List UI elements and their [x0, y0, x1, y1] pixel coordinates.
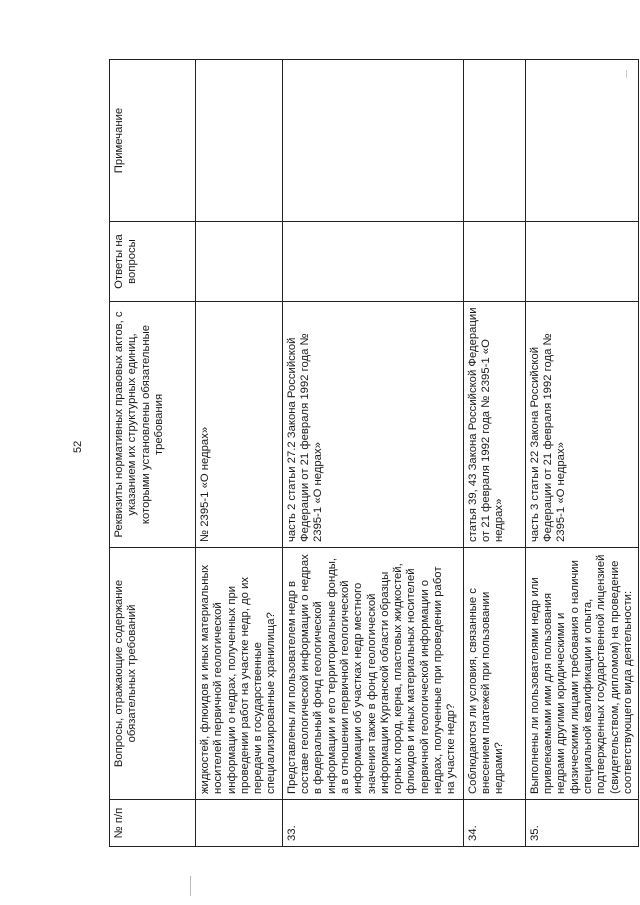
- header-reference: Реквизиты нормативных правовых актов, с указанием их структурных единиц, которыми установлены обязательные требования: [110, 302, 196, 548]
- scan-artifact-line: [190, 876, 191, 896]
- row-num: 34.: [463, 800, 525, 847]
- rotated-table-wrapper: [109, 60, 634, 847]
- row-question: Выполнены ли пользователями недр или привлекаемыми ими для пользования недрами другими юридическими и физическими лицами требования о наличии специальной квалификации и опыта, подтвержденных государственной лицензией (свидетельством, дипломом) на проведение соответствующего вида деятельности:: [525, 548, 638, 800]
- row-num: 33.: [282, 800, 463, 847]
- table-row: [463, 60, 525, 847]
- scan-artifact-dot: [626, 70, 627, 78]
- row-answer: [282, 222, 463, 302]
- table-row: [282, 60, 463, 847]
- row-note: [196, 60, 283, 222]
- header-answer: Ответы на вопросы: [110, 222, 196, 302]
- row-note: [463, 60, 525, 222]
- row-note: [282, 60, 463, 222]
- page-number: 52: [72, 440, 84, 453]
- row-question: жидкостей, флюидов и иных материальных носителей первичной геологической информации о недрах, полученных при проведении работ на участке недр, до их передачи в государственные специализированные хранилища?: [196, 548, 283, 800]
- table-row: [525, 60, 638, 847]
- row-answer: [196, 222, 283, 302]
- row-reference: № 2395-1 «О недрах»: [196, 302, 283, 548]
- row-reference: статья 39, 43 Закона Российской Федерации от 21 февраля 1992 года № 2395-1 «О недрах»: [463, 302, 525, 548]
- requirements-table: [109, 59, 639, 847]
- header-note: Примечание: [110, 60, 196, 222]
- header-question: Вопросы, отражающие содержание обязательных требований: [110, 548, 196, 800]
- row-reference: часть 2 статьи 27.2 Закона Российской Федерации от 21 февраля 1992 года № 2395-1 «О недрах»: [282, 302, 463, 548]
- table-row: [196, 60, 283, 847]
- row-answer: [525, 222, 638, 302]
- row-num: 35.: [525, 800, 638, 847]
- row-note: [525, 60, 638, 222]
- header-num: № п/п: [110, 800, 196, 847]
- row-question: Соблюдаются ли условия, связанные с внесением платежей при пользовании недрами?: [463, 548, 525, 800]
- row-num: [196, 800, 283, 847]
- row-answer: [463, 222, 525, 302]
- row-question: Представлены ли пользователем недр в составе геологической информации о недрах в федеральный фонд геологической информации и его территориальные фонды, а в отношении первичной геологической информации об участках недр местного значения также в фонд геологической информации Курганской области образцы горных пород, керна, пластовых жидкостей, флюидов и иных материальных носителей первичной геологической информации о недрах, полученные при проведении работ на участке недр?: [282, 548, 463, 800]
- row-reference: часть 3 статьи 22 Закона Российской Федерации от 21 февраля 1992 года № 2395-1 «О недрах»: [525, 302, 638, 548]
- table-header-row: [110, 60, 196, 847]
